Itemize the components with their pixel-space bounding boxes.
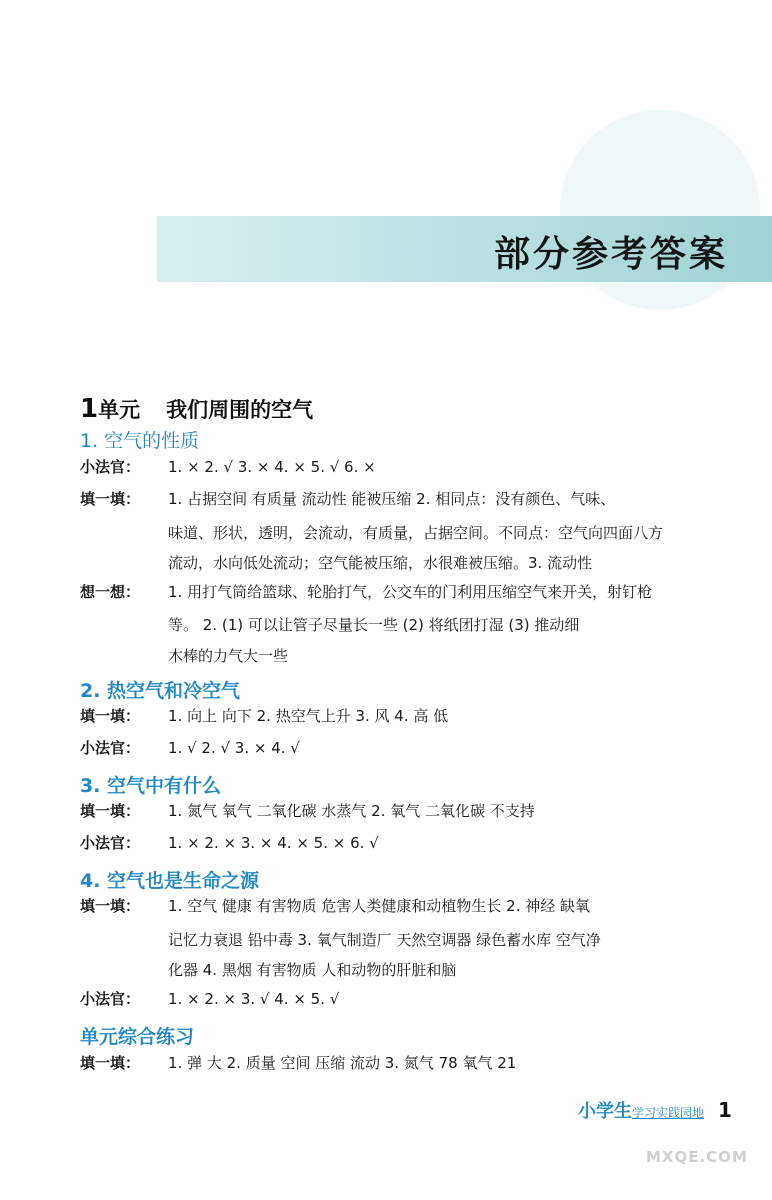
row-label: 填一填： — [80, 802, 141, 820]
row-label: 小法官： — [80, 739, 141, 757]
section-title-3: 3. 空气中有什么 — [80, 775, 222, 797]
row-text: 1. 氮气 氧气 二氧化碳 水蒸气 2. 氧气 二氧化碳 不支持 — [168, 802, 535, 820]
row-label: 填一填： — [80, 897, 141, 915]
row-text: 1. 用打气筒给篮球、轮胎打气，公交车的门利用压缩空气来开关，射钉枪 — [168, 583, 653, 601]
row-label: 填一填： — [80, 490, 141, 508]
row-text: 1. 空气 健康 有害物质 危害人类健康和动植物生长 2. 神经 缺氧 — [168, 897, 591, 915]
section-title-4: 4. 空气也是生命之源 — [80, 870, 260, 892]
row-continuation: 木棒的力气大一些 — [168, 647, 289, 665]
page-footer — [578, 1097, 732, 1123]
page-title: 部分参考答案 — [493, 234, 728, 275]
unit-title: 我们周围的空气 — [166, 398, 314, 422]
unit-label: 单元 — [98, 398, 141, 422]
row-continuation: 流动，水向低处流动；空气能被压缩，水很难被压缩。3. 流动性 — [168, 554, 593, 572]
footer-brand: 小学生 — [578, 1101, 632, 1122]
row-continuation: 化器 4. 黑烟 有害物质 人和动物的肝脏和脑 — [168, 961, 457, 979]
header-banner — [157, 216, 772, 282]
row-text: 1. √ 2. √ 3. × 4. √ — [168, 739, 300, 757]
row-text: 1. × 2. √ 3. × 4. × 5. √ 6. × — [168, 458, 376, 476]
watermark: MXQE.COM — [646, 1148, 748, 1166]
footer-brand-sub: 学习实践园地 — [632, 1106, 705, 1120]
unit-number: 1 — [80, 394, 99, 424]
row-text: 1. 占据空间 有质量 流动性 能被压缩 2. 相同点：没有颜色、气味、 — [168, 490, 616, 508]
row-label: 小法官： — [80, 834, 141, 852]
row-label: 想一想： — [80, 583, 141, 601]
unit-heading — [80, 394, 313, 424]
section-title-5: 单元综合练习 — [80, 1026, 195, 1048]
row-text: 1. × 2. × 3. × 4. × 5. × 6. √ — [168, 834, 379, 852]
row-label: 小法官： — [80, 458, 141, 476]
section-title-1: 1. 空气的性质 — [80, 430, 200, 452]
row-continuation: 味道、形状，透明，会流动，有质量，占据空间。不同点：空气向四面八方 — [168, 524, 664, 542]
row-label: 填一填： — [80, 1054, 141, 1072]
row-label: 小法官： — [80, 990, 141, 1008]
row-continuation: 等。 2. (1) 可以让管子尽量长一些 (2) 将纸团打湿 (3) 推动细 — [168, 616, 580, 634]
section-title-2: 2. 热空气和冷空气 — [80, 680, 241, 702]
row-label: 填一填： — [80, 707, 141, 725]
row-text: 1. 向上 向下 2. 热空气上升 3. 风 4. 高 低 — [168, 707, 449, 725]
row-continuation: 记忆力衰退 铅中毒 3. 氧气制造厂 天然空调器 绿色蓄水库 空气净 — [168, 931, 601, 949]
row-text: 1. 弹 大 2. 质量 空间 压缩 流动 3. 氮气 78 氧气 21 — [168, 1054, 517, 1072]
page-number: 1 — [718, 1098, 732, 1122]
row-text: 1. × 2. × 3. √ 4. × 5. √ — [168, 990, 340, 1008]
